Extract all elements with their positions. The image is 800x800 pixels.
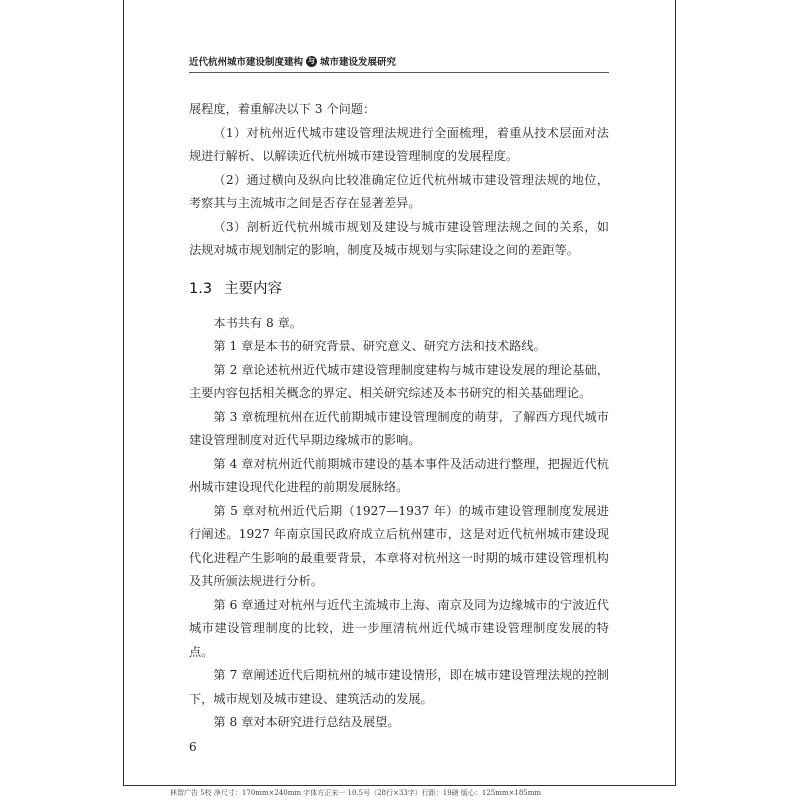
paragraph-chapter-1: 第 1 章是本书的研究背景、研究意义、研究方法和技术路线。	[213, 339, 546, 353]
body-text	[189, 98, 609, 735]
section-heading	[189, 278, 609, 300]
section-number: 1.3	[189, 280, 213, 297]
paragraph-problem-2: （2）通过横向及纵向比较准确定位近代杭州城市建设管理法规的地位，考察其与主流城市之间是否存在显著差异。	[189, 172, 609, 210]
paragraph-chapter-3: 第 3 章梳理杭州在近代前期城市建设管理制度的萌芽，了解西方现代城市建设管理制度对近代早期边缘城市的影响。	[189, 409, 609, 447]
header-title-right: 城市建设发展研究	[320, 57, 397, 68]
paragraph-problem-1: （1）对杭州近代城市建设管理法规进行全面梳理，着重从技术层面对法规进行解析、以解读近代杭州城市建设管理制度的发展程度。	[189, 125, 609, 163]
section-title: 主要内容	[224, 280, 283, 297]
paragraph-chapter-8: 第 8 章对本研究进行总结及展望。	[213, 715, 400, 729]
header-rule	[189, 72, 609, 73]
paragraph-chapter-count: 本书共有 8 章。	[213, 315, 303, 330]
paragraph-chapter-4: 第 4 章对杭州近代前期城市建设的基本事件及活动进行整理，把握近代杭州城市建设现代化进程的前期发展脉络。	[189, 456, 609, 494]
paragraph-continuation: 展程度，着重解决以下 3 个问题：	[189, 102, 376, 116]
print-info: 林智广告 5校 净尺寸：170mm×240mm 字体方正宋一 10.5号（28行×33字）行距：19磅 版心：125mm×185mm	[170, 789, 542, 797]
page-number: 6	[189, 740, 197, 754]
running-header	[189, 52, 609, 70]
header-title-left: 近代杭州城市建设制度建构	[189, 57, 304, 68]
header-badge-icon: 与	[308, 56, 316, 65]
paragraph-problem-3: （3）剖析近代杭州城市规划及建设与城市建设管理法规之间的关系，如法规对城市规划制定的影响，制度及城市规划与实际建设之间的差距等。	[189, 219, 609, 257]
paragraph-chapter-6: 第 6 章通过对杭州与近代主流城市上海、南京及同为边缘城市的宁波近代城市建设管理制度的比较，进一步厘清杭州近代城市建设管理制度发展的特点。	[189, 597, 609, 659]
paragraph-chapter-7: 第 7 章阐述近代后期杭州的城市建设情形，即在城市建设管理法规的控制下，城市规划及城市建设、建筑活动的发展。	[189, 668, 609, 706]
paragraph-chapter-2: 第 2 章论述杭州近代城市建设管理制度建构与城市建设发展的理论基础，主要内容包括相关概念的界定、相关研究综述及本书研究的相关基础理论。	[189, 362, 609, 400]
paragraph-chapter-5: 第 5 章对杭州近代后期（1927—1937 年）的城市建设管理制度发展进行阐述。1927 年南京国民政府成立后杭州建市，这是对近代杭州城市建设现代化进程产生影响的最重要背景，本章将对杭州这一时期的城市建设管理机构及其所颁法规进行分析。	[189, 503, 609, 588]
